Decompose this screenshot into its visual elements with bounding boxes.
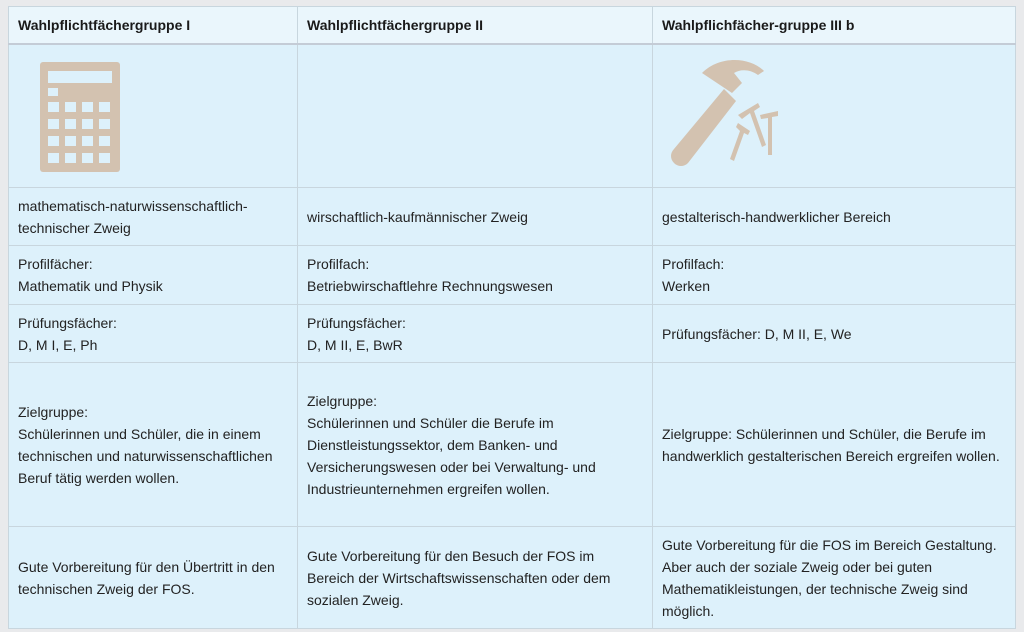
target-text: Schülerinnen und Schüler, die in einem technischen und naturwissenschaftlichen Beruf tätig werden wollen. <box>18 425 273 486</box>
profile-value: Mathematik und Physik <box>18 278 163 294</box>
profile-cell-1 <box>9 246 298 305</box>
exam-cell-2 <box>298 305 653 363</box>
exam-value: D, M I, E, Ph <box>18 336 98 353</box>
branch-row <box>9 188 1016 246</box>
header-group-2: Wahlpflichtfächergruppe II <box>298 7 653 45</box>
comparison-table <box>8 6 1016 629</box>
branch-cell-1 <box>9 188 298 246</box>
profile-label: Profilfach: <box>662 256 725 272</box>
preparation-text: Gute Vorbereitung für die FOS im Bereich Gestaltung. Aber auch der soziale Zweig oder bei guten Mathematikleistungen, der technische Zweig sind möglich. <box>662 536 997 619</box>
exam-value: D, M II, E, BwR <box>307 336 403 353</box>
exam-label: Prüfungsfächer: D, M II, E, We <box>662 325 852 342</box>
preparation-cell-3 <box>653 527 1016 629</box>
profile-value: Betriebwirschaftlehre Rechnungswesen <box>307 278 553 294</box>
target-cell-3 <box>653 363 1016 527</box>
profile-cell-3 <box>653 246 1016 305</box>
profile-value: Werken <box>662 278 710 294</box>
preparation-cell-1 <box>9 527 298 629</box>
icon-row <box>9 44 1016 188</box>
header-group-1: Wahlpflichtfächergruppe I <box>9 7 298 45</box>
exam-cell-1 <box>9 305 298 363</box>
exam-label: Prüfungsfächer: <box>18 314 117 331</box>
branch-text: wirschaftlich-kaufmännischer Zweig <box>307 208 528 225</box>
preparation-text: Gute Vorbereitung für den Besuch der FOS im Bereich der Wirtschaftswissenschaften oder dem sozialen Zweig. <box>307 547 611 608</box>
hammer-nails-icon <box>662 51 1015 181</box>
target-label: Zielgruppe: <box>307 392 378 409</box>
branch-text: technischer Zweig <box>18 219 131 236</box>
exam-label: Prüfungsfächer: <box>307 314 406 331</box>
branch-text: gestalterisch-handwerklicher Bereich <box>662 208 891 225</box>
exam-cell-3 <box>653 305 1016 363</box>
target-cell-2 <box>298 363 653 527</box>
target-cell-1 <box>9 363 298 527</box>
header-row <box>9 7 1016 45</box>
profile-label: Profilfach: <box>307 256 370 272</box>
branch-text: mathematisch-naturwissenschaftlich- <box>18 197 248 214</box>
profile-subjects-row <box>9 246 1016 305</box>
preparation-cell-2 <box>298 527 653 629</box>
profile-label: Profilfächer: <box>18 256 93 272</box>
profile-cell-2 <box>298 246 653 305</box>
calculator-icon <box>18 56 297 176</box>
branch-cell-2 <box>298 188 653 246</box>
icon-cell-2 <box>298 44 653 188</box>
target-group-row <box>9 363 1016 527</box>
exam-subjects-row <box>9 305 1016 363</box>
preparation-row <box>9 527 1016 629</box>
icon-cell-1 <box>9 44 298 188</box>
target-label: Zielgruppe: <box>18 403 89 420</box>
branch-cell-3 <box>653 188 1016 246</box>
icon-cell-3 <box>653 44 1016 188</box>
target-text: Zielgruppe: Schülerinnen und Schüler, die Berufe im handwerklich gestalterischen Bereich ergreifen wollen. <box>662 425 1000 464</box>
preparation-text: Gute Vorbereitung für den Übertritt in den technischen Zweig der FOS. <box>18 558 275 597</box>
target-text: Schülerinnen und Schüler die Berufe im Dienstleistungssektor, dem Banken- und Versicherungswesen oder bei Verwaltung- und Industrieunternehmen ergreifen wollen. <box>307 414 596 497</box>
header-group-3: Wahlpflichfächer-gruppe III b <box>653 7 1016 45</box>
